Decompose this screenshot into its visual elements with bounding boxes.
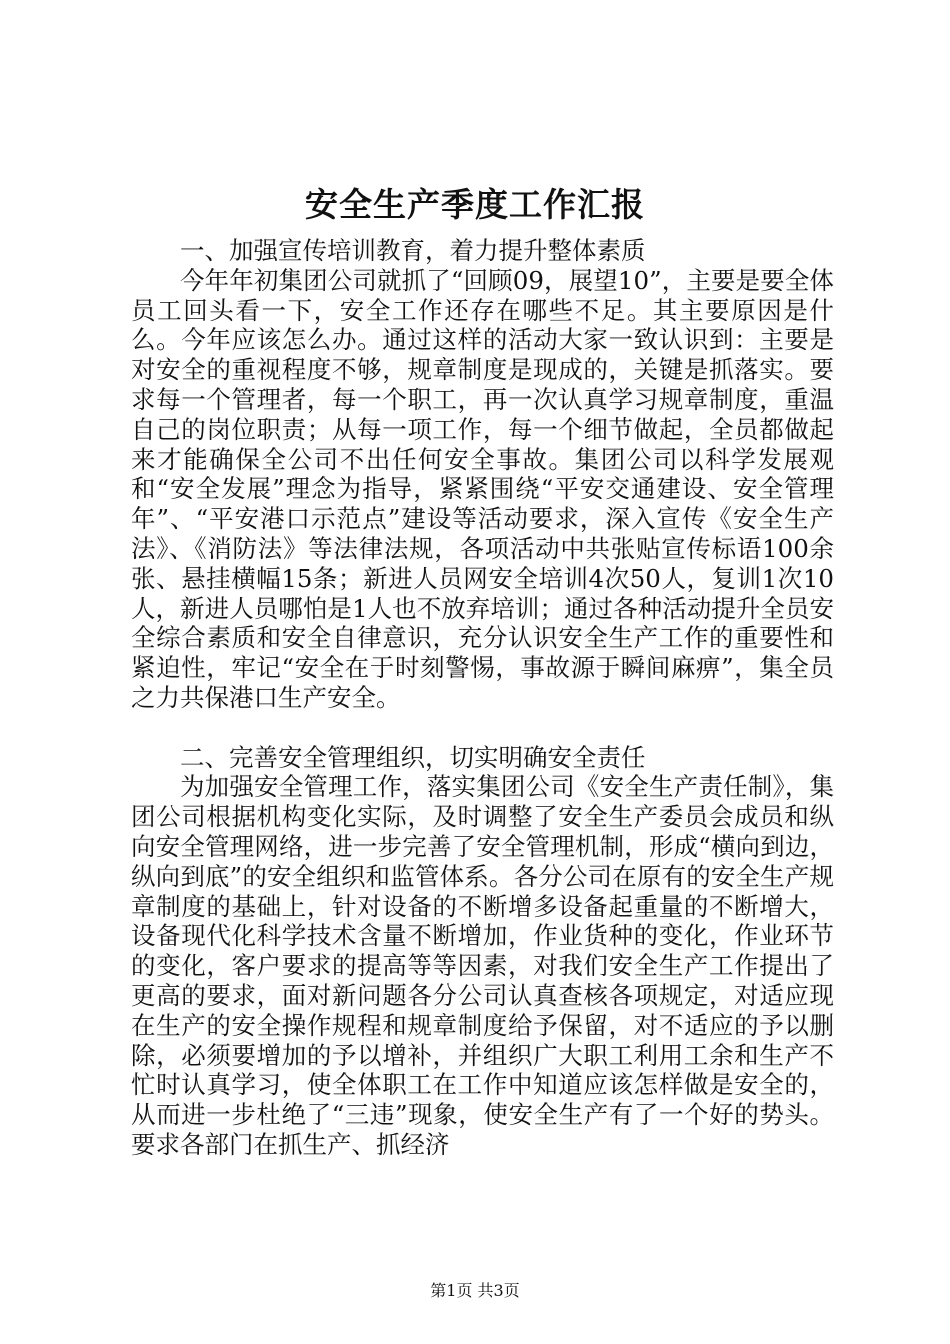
document-title: 安全生产季度工作汇报 [305, 185, 645, 224]
section-spacer [131, 713, 834, 743]
section-paragraph-2: 为加强安全管理工作，落实集团公司《安全生产责任制》，集团公司根据机构变化实际，及时调整了安全生产委员会成员和纵向安全管理网络，进一步完善了安全管理机制，形成“横向到边，纵向到底”的安全组织和监管体系。各分公司在原有的安全生产规章制度的基础上，针对设备的不断增多设备起重量的不断增大，设备现代化科学技术含量不断增加，作业货种的变化，作业环节的变化，客户要求的提高等等因素，对我们安全生产工作提出了更高的要求，面对新问题各分公司认真查核各项规定，对适应现在生产的安全操作规程和规章制度给予保留，对不适应的予以删除，必须要增加的予以增补，并组织广大职工利用工余和生产不忙时认真学习，使全体职工在工作中知道应该怎样做是安全的，从而进一步杜绝了“三违”现象，使安全生产有了一个好的势头。要求各部门在抓生产、抓经济 [131, 772, 834, 1159]
section-heading-1: 一、加强宣传培训教育，着力提升整体素质 [180, 236, 646, 265]
section-paragraph-1: 今年年初集团公司就抓了“回顾09，展望10”，主要是要全体员工回头看一下，安全工作还存在哪些不足。其主要原因是什么。今年应该怎么办。通过这样的活动大家一致认识到：主要是对安全的重视程度不够，规章制度是现成的，关键是抓落实。要求每一个管理者，每一个职工，再一次认真学习规章制度，重温自己的岗位职责；从每一项工作，每一个细节做起，全员都做起来才能确保全公司不出任何安全事故。集团公司以科学发展观和“安全发展”理念为指导，紧紧围绕“平安交通建设、安全管理年”、“平安港口示范点”建设等活动要求，深入宣传《安全生产法》、《消防法》等法律法规，各项活动中共张贴宣传标语100余张、悬挂横幅15条；新进人员网安全培训4次50人，复训1次10人，新进人员哪怕是1人也不放弃培训；通过各种活动提升全员安全综合素质和安全自律意识，充分认识安全生产工作的重要性和紧迫性，牢记“安全在于时刻警惕，事故源于瞬间麻痹”，集全员之力共保港口生产安全。 [131, 265, 834, 712]
page-number-footer: 第1页 共3页 [430, 1281, 520, 1300]
section-heading-2: 二、完善安全管理组织，切实明确安全责任 [180, 742, 646, 772]
document-body [131, 236, 834, 1160]
